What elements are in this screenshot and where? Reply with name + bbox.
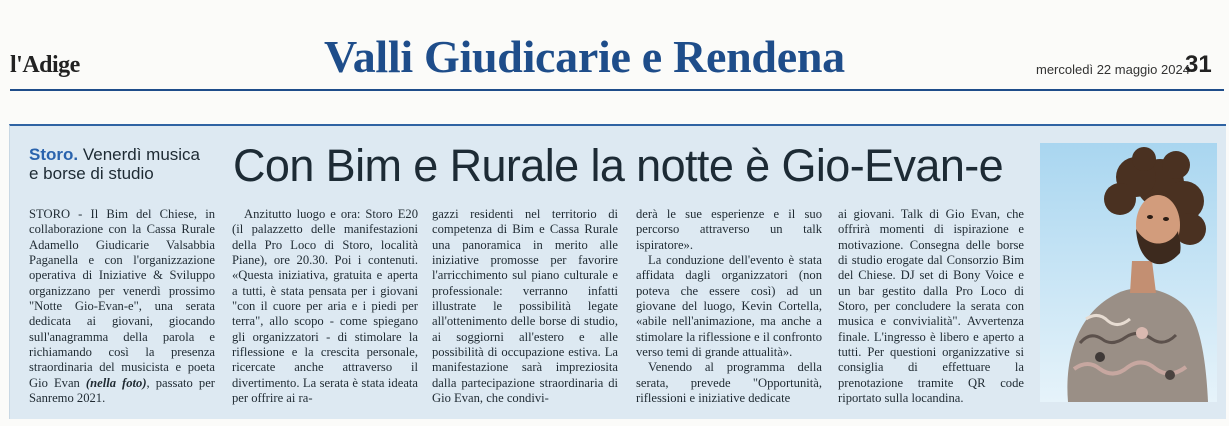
masthead-rule [10, 89, 1224, 91]
kicker-text: Venerdì musica e borse di studio [29, 145, 201, 183]
article-headline: Con Bim e Rurale la notte è Gio-Evan-e [233, 140, 1004, 191]
section-title: Valli Giudicarie e Rendena [324, 31, 845, 82]
issue-date: mercoledì 22 maggio 2024 [1036, 62, 1190, 77]
article-column-1 [29, 207, 215, 406]
article-column-4 [636, 207, 822, 406]
photo-caption-ref: (nella foto) [85, 375, 147, 390]
column-2-text: Anzitutto luogo e ora: Storo E20 (il palazzetto delle manifestazioni della Pro Loco di Storo, località Piane), ore 20.30. Poi i contenuti. «Questa iniziativa, gratuita e aperta a tutti, è stata pensata per i giovani "con il cuore per aria e i piedi per terra", allo scopo - come spiegano gli organizzatori - di stimolare la riflessione e la crescita personale, ricercate anche attraverso il divertimento. La serata è stata ideata per offrire ai ra- [232, 207, 418, 406]
column-4-para-2: La conduzione dell'evento è stata affidata dagli organizzatori (non poteva che essere così) ad un giovane del luogo, Kevin Cortella, «abile nell'animazione, ma anche a stimolare la riflessione e il confronto verso temi di grande attualità». [636, 253, 822, 360]
article-kicker [29, 145, 209, 183]
article-column-2 [232, 207, 418, 406]
kicker-place: Storo. [29, 145, 79, 164]
column-4-para-1: derà le sue esperienze e il suo percorso attraverso un talk ispiratore». [636, 207, 822, 252]
column-3-text: gazzi residenti nel territorio di competenza di Bim e Cassa Rurale una panoramica in merito alle iniziative promosse per favorire l'arricchimento sul piano culturale e professionale: verranno infatti illustrate le possibilità legate all'ottenimento delle borse di studio, ai soggiorni all'estero e alle possibilità di occupazione estiva. La manifestazione sarà impreziosita dalla partecipazione straordinaria di Gio Evan, che condivi- [432, 207, 618, 406]
column-1-end: , passato per Sanremo 2021. [29, 375, 215, 406]
masthead [0, 0, 1229, 100]
artist-photo [1040, 143, 1217, 402]
page-number: 31 [1185, 51, 1212, 78]
column-5-text: ai giovani. Talk di Gio Evan, che offrirà momenti di ispirazione e motivazione. Consegna delle borse di studio erogate dal Consorzio Bim del Chiese. DJ set di Bony Voice e un bar gestito dalla Pro Loco di Storo, per concludere la serata con musica e convivialità". Avvertenza finale. L'ingresso è libero e aperto a tutti. Per questioni organizzative si consiglia di effettuare la prenotazione tramite QR code riportato sulla locandina. [838, 207, 1024, 406]
column-4-para-3: Venendo al programma della serata, prevede "Opportunità, riflessioni e iniziative dedicate [636, 360, 822, 406]
portrait-illustration [1040, 143, 1217, 402]
newspaper-logo: l'Adige [10, 52, 80, 78]
article-column-5 [838, 207, 1024, 406]
column-1-text: STORO - Il Bim del Chiese, in collaborazione con la Cassa Rurale Adamello Giudicarie Valsabbia Paganella e con l'organizzazione operativa di Iniziative & Sviluppo organizzano per venerdì prossimo "Notte Gio-Evan-e", una serata dedicata ai giovani, giocando sull'anagramma della parola e richiamando così la presenza straordinaria del musicista e poeta Gio Evan [29, 207, 215, 390]
article-column-3 [432, 207, 618, 406]
